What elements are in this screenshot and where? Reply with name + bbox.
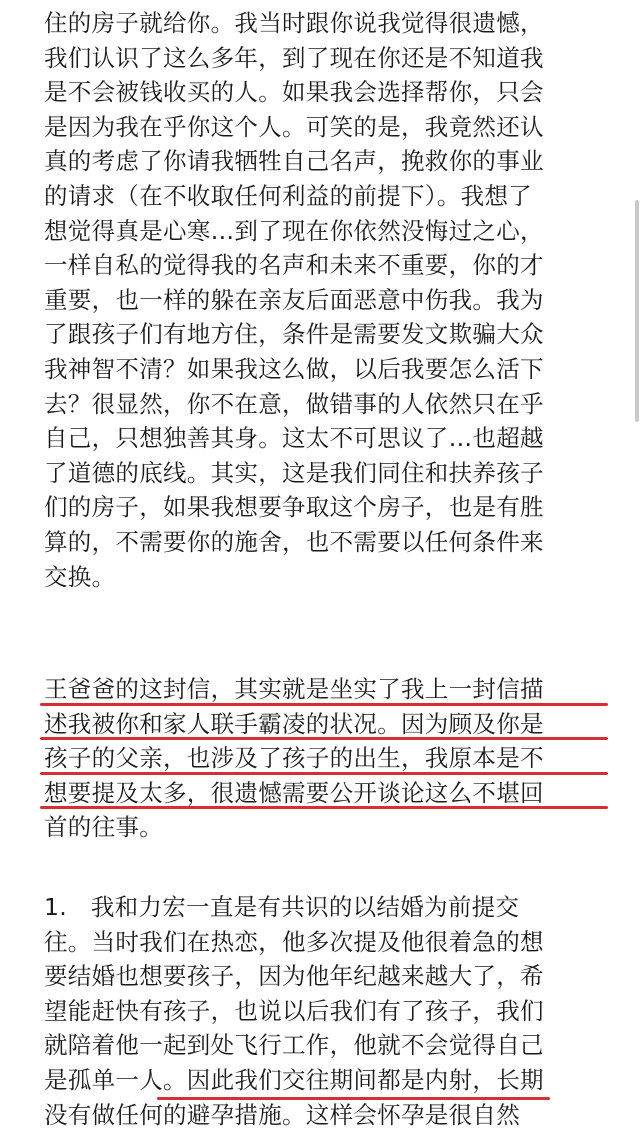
scrollbar[interactable] [635,200,639,422]
underlined-text-line: 王爸爸的这封信，其实就是坐实了我上一封信描 [44,672,604,707]
text-line: 要结婚也想要孩子，因为他年纪越来越大了，希 [44,962,544,991]
text-line: 就陪着他一起到处飞行工作，他就不会觉得自己 [44,1031,544,1060]
text-line: 们的房子，如果我想要争取这个房子，也是有胜 [44,493,544,522]
text-line: 一样自私的觉得我的名声和未来不重要，你的才 [44,251,544,280]
text-line: 了跟孩子们有地方住，条件是需要发文欺骗大众 [44,320,544,349]
text-line: 自己，只想独善其身。这太不可思议了…也超越 [44,424,544,453]
underlined-text-segment: 。因此我们交往期间都是内射，长期 [163,1065,544,1094]
text-line: 往。当时我们在热恋，他多次提及他很着急的想 [44,927,544,956]
text-line: 1. 我和力宏一直是有共识的以结婚为前提交 [44,893,520,921]
underlined-text-line: 首的往事。 [44,813,163,842]
paragraph-2-highlighted [44,672,604,845]
text-segment: 是孤单一人 [44,1065,163,1094]
text-line: 是不会被钱收买的人。如果我会选择帮你，只会 [44,78,544,107]
text-line: 真的考虑了你请我牺牲自己名声，挽救你的事业 [44,147,544,176]
paragraph-1 [44,6,604,594]
text-line: 望能赶快有孩子，也说以后我们有了孩子，我们 [44,996,544,1025]
text-line: 住的房子就给你。我当时跟你说我觉得很遗憾， [44,9,544,37]
text-line: 的请求（在不收取任何利益的前提下）。我想了 [44,181,533,210]
text-line: 算的，不需要你的施舍，也不需要以任何条件来 [44,527,544,556]
underlined-text-line: 述我被你和家人联手霸凌的状况。因为顾及你是 [44,707,604,742]
text-line: 去？很显然，你不在意，做错事的人依然只在乎 [44,389,544,418]
text-line: 我神智不清？如果我这么做，以后我要怎么活下 [44,354,544,383]
text-line: 是因为我在乎你这个人。可笑的是，我竟然还认 [44,112,544,141]
underlined-text-line: 孩子的父亲，也涉及了孩子的出生，我原本是不 [44,741,604,776]
text-line: 交换。 [44,562,116,591]
underlined-text-line: 想要提及太多，很遗憾需要公开谈论这么不堪回 [44,776,604,811]
text-line: 重要，也一样的躲在亲友后面恶意中伤我。我为 [44,285,544,314]
text-line: 我们认识了这么多年，到了现在你还是不知道我 [44,43,544,72]
text-line: 了道德的底线。其实，这是我们同住和扶养孩子 [44,458,544,487]
text-line [44,1063,604,1098]
paragraph-3-numbered [44,890,604,1132]
text-line: 想觉得真是心寒…到了现在你依然没悔过之心， [44,216,544,245]
text-line: 没有做任何的避孕措施。这样会怀孕是很自然 [44,1100,520,1129]
